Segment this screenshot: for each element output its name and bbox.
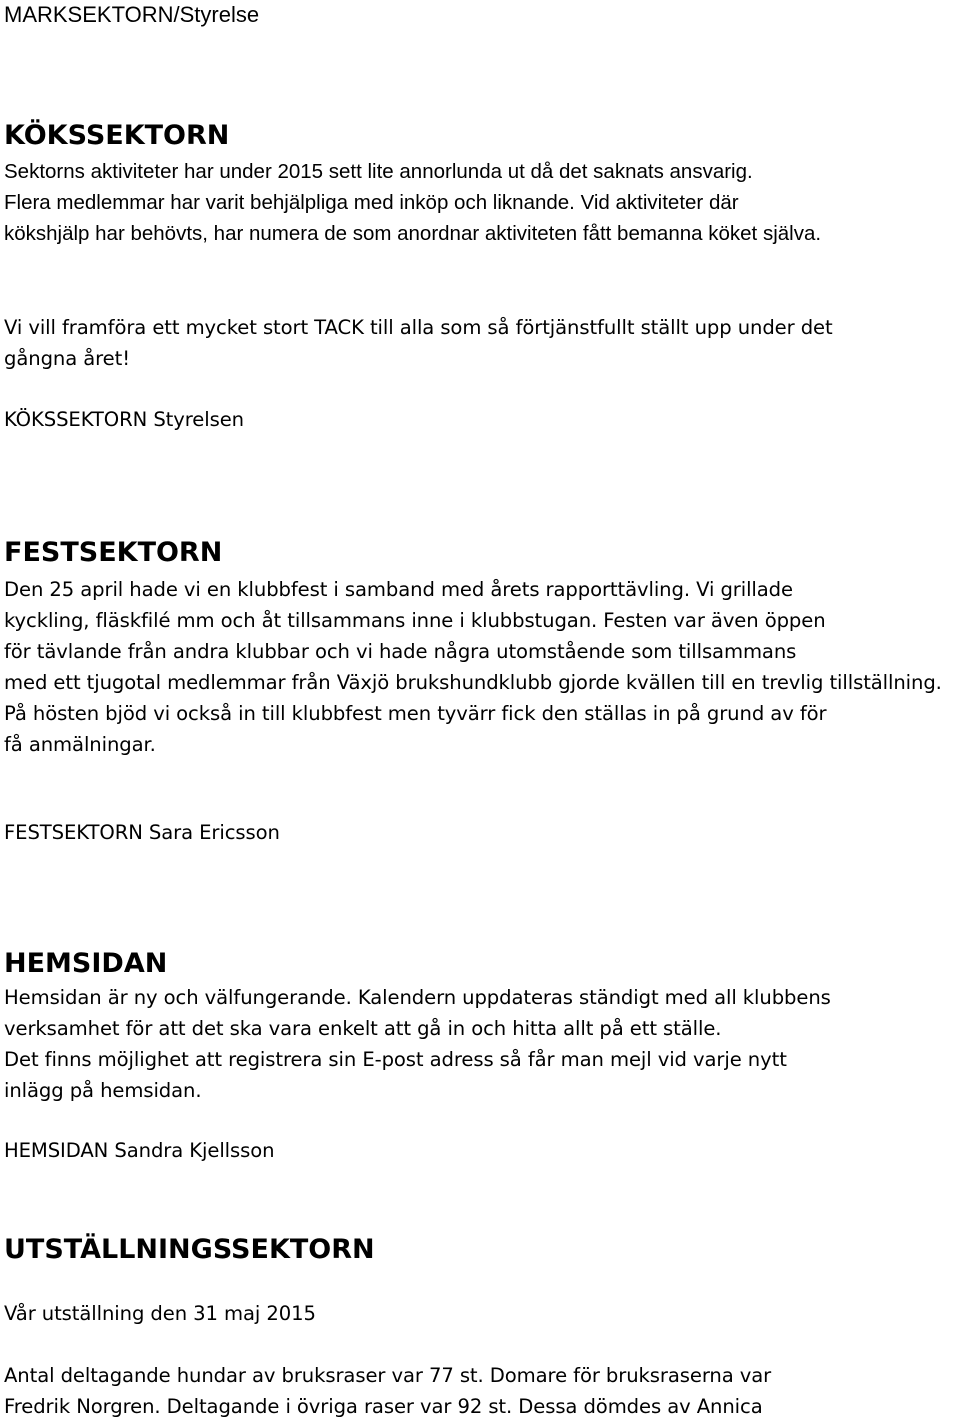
section-title-hem: HEMSIDAN xyxy=(4,948,168,979)
fest-signature-sector: FESTSEKTORN xyxy=(4,821,143,844)
fest-body-line: med ett tjugotal medlemmar från Växjö brukshundklubb gjorde kvällen till en trevlig xyxy=(4,671,824,694)
hem-body-line: inlägg på hemsidan. xyxy=(4,1079,202,1102)
utst-date-line: Vår utställning den 31 maj 2015 xyxy=(4,1302,316,1325)
hem-signature-name: Sandra Kjellsson xyxy=(114,1139,275,1162)
hem-body-line: verksamhet för att det ska vara enkelt att gå in och hitta allt på ett ställe. xyxy=(4,1017,722,1040)
section-title-kok: KÖKSSEKTORN xyxy=(4,120,230,151)
kok-thanks xyxy=(4,312,960,374)
fest-body-line: kyckling, fläskfilé mm och åt tillsammans inne i klubbstugan. Festen var även öppen xyxy=(4,609,826,632)
kok-signature-sector: KÖKSSEKTORN xyxy=(4,408,148,431)
utst-body-line: Antal deltagande hundar av bruksraser var 77 st. Domare för bruksraserna var xyxy=(4,1364,772,1387)
kok-signature xyxy=(4,404,960,435)
kok-body xyxy=(4,156,960,249)
kok-signature-name: Styrelsen xyxy=(153,408,244,431)
kok-body-line: Sektorns aktiviteter har under 2015 sett lite annorlunda ut då det saknats ansvarig. xyxy=(4,160,753,183)
kok-thanks-line: gångna året! xyxy=(4,347,130,370)
section-title-fest: FESTSEKTORN xyxy=(4,537,223,568)
fest-signature xyxy=(4,817,960,848)
hem-body-line: Hemsidan är ny och välfungerande. Kalendern uppdateras ständigt med all klubbens xyxy=(4,986,831,1009)
fest-body-line: för tävlande från andra klubbar och vi hade några utomstående som tillsammans xyxy=(4,640,797,663)
fest-body-line: Den 25 april hade vi en klubbfest i samband med årets rapporttävling. Vi grillade xyxy=(4,578,793,601)
utst-body-line: Fredrik Norgren. Deltagande i övriga raser var 92 st. Dessa dömdes av Annica xyxy=(4,1395,763,1418)
section-title-utst: UTSTÄLLNINGSSEKTORN xyxy=(4,1234,375,1265)
kok-body-line: kökshjälp har behövts, har numera de som anordnar aktiviteten fått bemanna köket xyxy=(4,222,758,245)
hem-body-line: Det finns möjlighet att registrera sin E-post adress så får man mejl vid varje nytt xyxy=(4,1048,787,1071)
fest-body-line: tillställning. xyxy=(829,671,942,694)
kok-body-line: själva. xyxy=(762,222,822,245)
utst-body xyxy=(4,1360,960,1422)
hem-signature-sector: HEMSIDAN xyxy=(4,1139,109,1162)
fest-body xyxy=(4,574,960,760)
page-header: MARKSEKTORN/Styrelse xyxy=(4,2,260,27)
fest-body-line: få anmälningar. xyxy=(4,733,156,756)
kok-body-line: Flera medlemmar har varit behjälpliga med inköp och liknande. Vid aktiviteter där xyxy=(4,191,739,214)
fest-signature-name: Sara Ericsson xyxy=(148,821,280,844)
hem-signature xyxy=(4,1135,960,1166)
utst-date xyxy=(4,1298,960,1329)
kok-thanks-line: Vi vill framföra ett mycket stort TACK till alla som så förtjänstfullt ställt upp under det xyxy=(4,316,833,339)
hem-body xyxy=(4,982,960,1106)
fest-body-line: På hösten bjöd vi också in till klubbfest men tyvärr fick den ställas in på grund av för xyxy=(4,702,827,725)
